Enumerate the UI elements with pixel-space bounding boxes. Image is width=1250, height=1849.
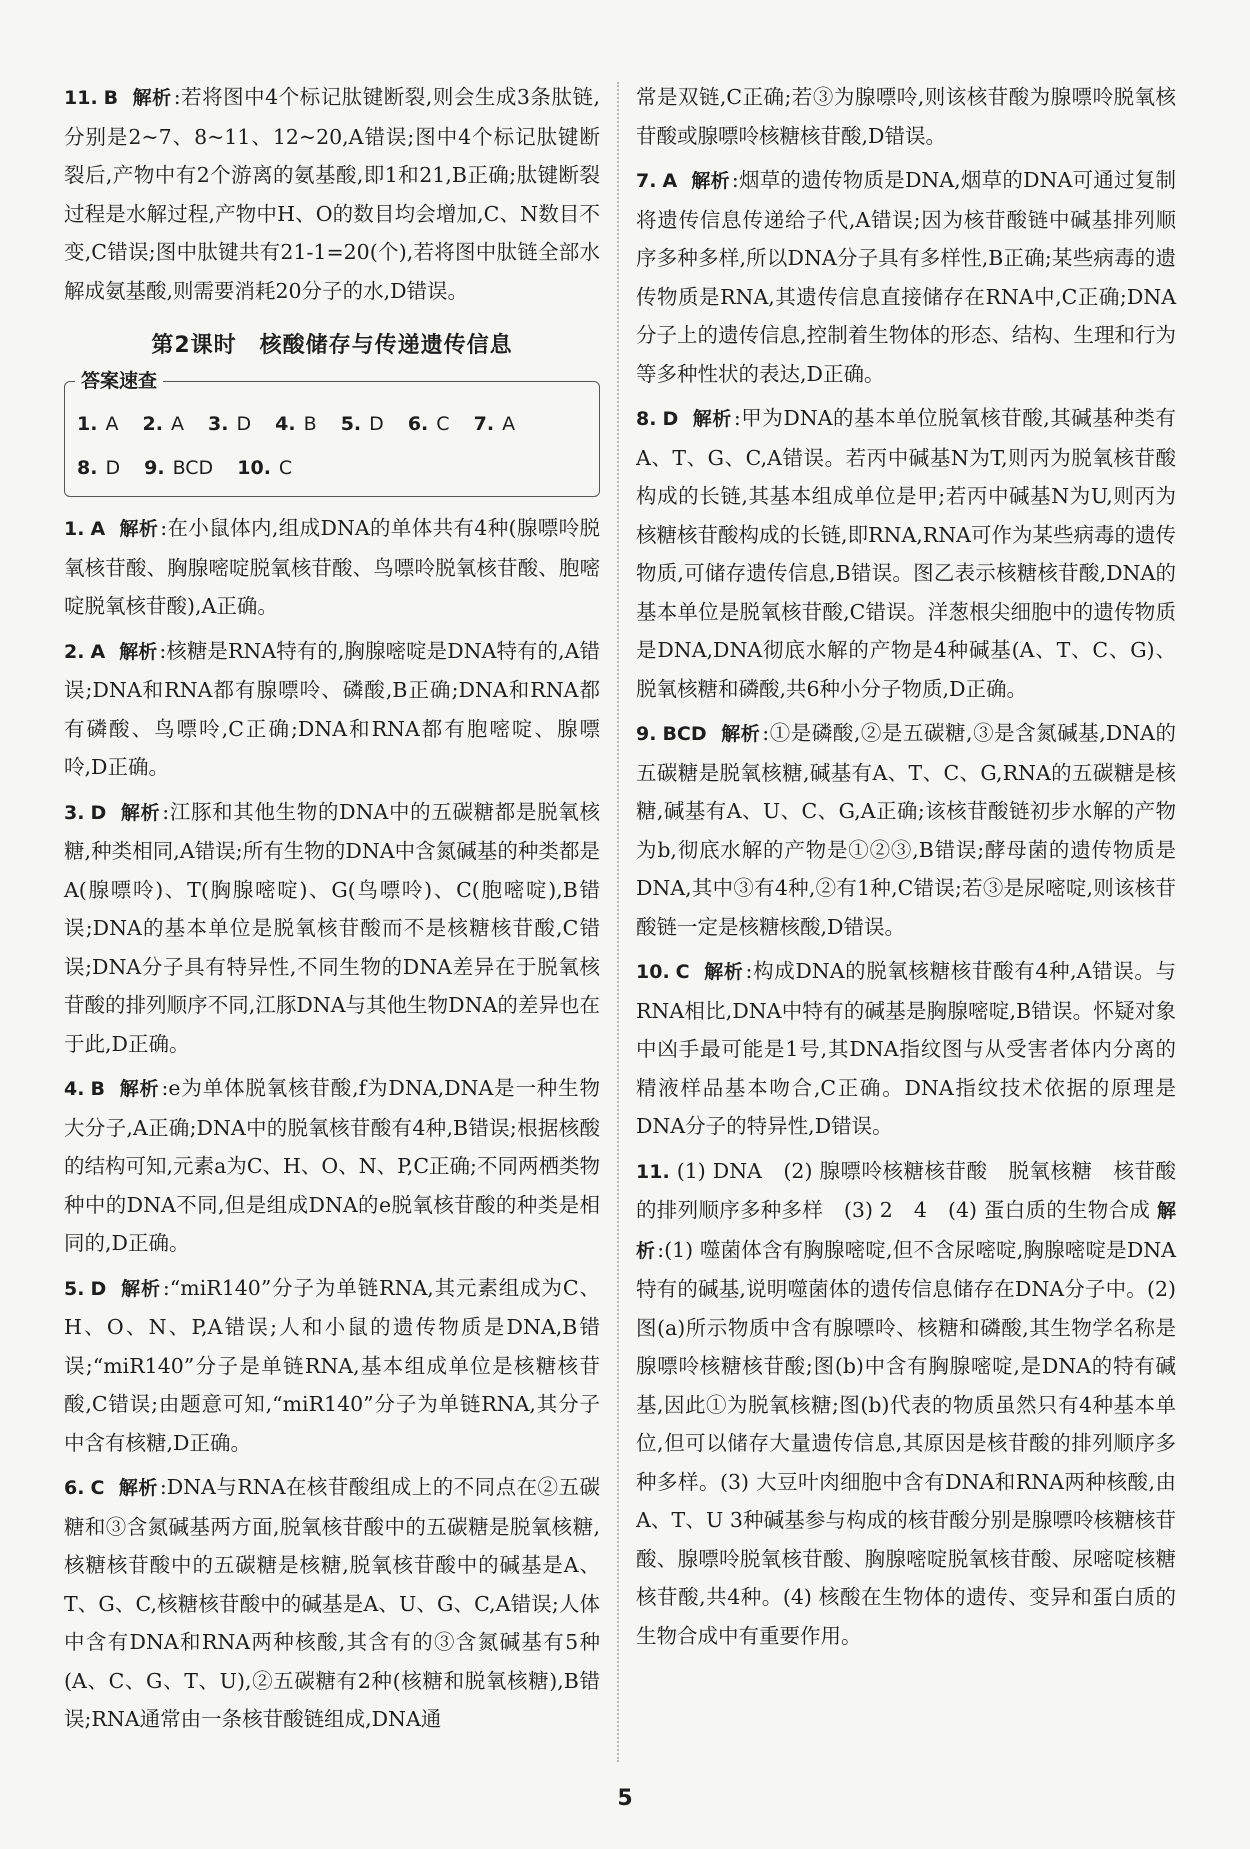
item-number: 3. (64, 801, 85, 824)
item-answer: A (662, 170, 678, 192)
item-number: 11. (64, 87, 98, 109)
quick-answer-item: 9. BCD (144, 457, 214, 479)
analysis-text: :核糖是RNA特有的,胸腺嘧啶是DNA特有的,A错误;DNA和RNA都有腺嘌呤、磷酸,B正确;DNA和RNA都有磷酸、鸟嘌呤,C正确;DNA和RNA都有胞嘧啶、腺嘌呤,D正确。 (64, 638, 600, 779)
analysis-text: :江豚和其他生物的DNA中的五碳糖都是脱氧核糖,种类相同,A错误;所有生物的DNA中含氮碱基的种类都是A(腺嘌呤)、T(胸腺嘧啶)、G(鸟嘌呤)、C(胞嘧啶),B错误;DNA的基本单位是脱氧核苷酸而不是核糖核苷酸,C错误;DNA分子具有特异性,不同生物的DNA差异在于脱氧核苷酸的排列顺序不同,江豚DNA与其他生物DNA的差异也在于此,D正确。 (64, 799, 600, 1056)
analysis-label: 解析 (703, 961, 744, 983)
analysis-text: :e为单体脱氧核苷酸,f为DNA,DNA是一种生物大分子,A正确;DNA中的脱氧核苷酸有4种,B错误;根据核酸的结构可知,元素a为C、H、O、N、P,C正确;不同两栖类物种中的DNA不同,但是组成DNA的e脱氧核苷酸的种类是相同的,D正确。 (64, 1076, 600, 1255)
answer-item-2 (64, 632, 600, 787)
quick-answer-item: 7. A (473, 413, 516, 435)
analysis-text: :(1) 噬菌体含有胸腺嘧啶,但不含尿嘧啶,胸腺嘧啶是DNA特有的碱基,说明噬菌体的遗传信息储存在DNA分子中。(2) 图(a)所示物质中含有腺嘌呤、核糖和磷酸,其生物学名称是腺嘌呤核糖核苷酸;图(b)中含有胸腺嘧啶,是DNA的特有碱基,因此①为脱氧核糖;图(b)代表的物质虽然只有4种基本单位,但可以储存大量遗传信息,其原因是核苷酸的排列顺序多种多样。(3) 大豆叶肉细胞中含有DNA和RNA两种核酸,由A、T、U 3种碱基参与构成的核苷酸分别是腺嘌呤核糖核苷酸、腺嘌呤脱氧核苷酸、胸腺嘧啶脱氧核苷酸、尿嘧啶核糖核苷酸,共4种。(4) 核酸在生物体的遗传、变异和蛋白质的生物合成中有重要作用。 (636, 1237, 1176, 1648)
analysis-text: :甲为DNA的基本单位脱氧核苷酸,其碱基种类有A、T、G、C,A错误。若丙中碱基N为T,则丙为脱氧核苷酸构成的长链,其基本组成单位是甲;若丙中碱基N为U,则丙为核糖核苷酸构成的长链,即RNA,RNA可作为某些病毒的遗传物质,可储存遗传信息,B错误。图乙表示核糖核苷酸,DNA的基本单位是脱氧核苷酸,C错误。洋葱根尖细胞中的遗传物质是DNA,DNA彻底水解的产物是4种碱基(A、T、C、G)、脱氧核糖和磷酸,共6种小分子物质,D正确。 (636, 406, 1176, 701)
analysis-text: :构成DNA的脱氧核糖核苷酸有4种,A错误。与RNA相比,DNA中特有的碱基是胸腺嘧啶,B错误。怀疑对象中凶手最可能是1号,其DNA指纹图与从受害者体内分离的精液样品基本吻合,C正确。DNA指纹技术依据的原理是DNA分子的特异性,D错误。 (636, 959, 1176, 1138)
item-number: 9. (636, 723, 657, 745)
item-answer: D (90, 801, 107, 824)
item-answer: D (662, 408, 679, 430)
analysis-text: :①是磷酸,②是五碳糖,③是含氮碱基,DNA的五碳糖是脱氧核糖,碱基有A、T、C、G,RNA的五碳糖是核糖,碱基有A、U、C、G,A正确;该核苷酸链初步水解的产物为b,彻底水解的产物是①②③,B错误;酵母菌的遗传物质是DNA,其中③有4种,②有1种,C错误;若③是尿嘧啶,则该核苷酸链一定是核糖核酸,D错误。 (636, 721, 1176, 939)
section-title: 第2课时 核酸储存与传递遗传信息 (151, 333, 513, 358)
left-column (64, 78, 600, 1745)
item-number: 11. (636, 1160, 670, 1183)
answer-item-6 (64, 1468, 600, 1739)
analysis-text: :在小鼠体内,组成DNA的单体共有4种(腺嘌呤脱氧核苷酸、胸腺嘧啶脱氧核苷酸、鸟嘌呤脱氧核苷酸、胞嘧啶脱氧核苷酸),A正确。 (64, 516, 600, 618)
analysis-label: 解析 (118, 1078, 160, 1100)
answer-item-11 (636, 1152, 1176, 1656)
item-number: 10. (636, 961, 670, 983)
item-answer: C (675, 961, 690, 983)
analysis-label: 解析 (120, 801, 161, 824)
item-answer: C (90, 1477, 105, 1499)
item-answer: A (90, 640, 106, 663)
item-answer: A (90, 518, 106, 540)
answer-item-10 (636, 952, 1176, 1146)
item-number: 1. (64, 518, 85, 540)
item-number: 7. (636, 170, 657, 192)
analysis-label: 解析 (119, 640, 158, 663)
answer-item-8 (636, 399, 1176, 708)
quick-answer-item: 10. C (237, 457, 293, 479)
answer-item-4 (64, 1069, 600, 1263)
item-number: 2. (64, 640, 85, 663)
analysis-label: 解析 (118, 1477, 158, 1499)
item-number: 6. (64, 1477, 85, 1499)
quick-answer-item: 2. A (142, 413, 184, 435)
answer-item-11-prev (64, 78, 600, 310)
answer-item-5 (64, 1269, 600, 1463)
analysis-text: :若将图中4个标记肽键断裂,则会生成3条肽链,分别是2~7、8~11、12~20,A错误;图中4个标记肽键断裂后,产物中有2个游离的氨基酸,即1和21,B正确;肽键断裂过程是水解过程,产物中H、O的数目均会增加,C、N数目不变,C错误;图中肽键共有21-1=20(个),若将图中肽链全部水解成氨基酸,则需要消耗20分子的水,D错误。 (64, 85, 600, 303)
analysis-label: 解析 (720, 723, 761, 745)
answer-item-7 (636, 161, 1176, 393)
analysis-text: :烟草的遗传物质是DNA,烟草的DNA可通过复制将遗传信息传递给子代,A错误;因为核苷酸链中碱基排列顺序多种多样,所以DNA分子具有多样性,B正确;某些病毒的遗传物质是RNA,其遗传信息直接储存在RNA中,C正确;DNA分子上的遗传信息,控制着生物体的形态、结构、生理和行为等多种性状的表达,D正确。 (636, 168, 1176, 386)
item-answer: B (90, 1078, 105, 1100)
quick-answer-item: 8. D (77, 457, 121, 479)
analysis-label: 解析 (692, 408, 732, 430)
analysis-label: 解析 (119, 518, 159, 540)
quick-answer-title: 答案速查 (75, 366, 163, 396)
quick-answer-item: 4. B (275, 413, 317, 435)
analysis-label: 解析 (691, 170, 730, 192)
item-number: 5. (64, 1277, 85, 1300)
quick-answer-item: 5. D (340, 413, 384, 435)
item-number: 4. (64, 1078, 85, 1100)
analysis-label: 解析 (120, 1277, 161, 1300)
item-answer: BCD (662, 723, 707, 745)
item-number: 8. (636, 408, 657, 430)
quick-answer-item: 1. A (77, 413, 119, 435)
quick-answer-item: 3. D (208, 413, 252, 435)
quick-answer-box (64, 370, 600, 497)
item-answer: (1) DNA (2) 腺嘌呤核糖核苷酸 脱氧核糖 核苷酸的排列顺序多种多样 (3) 2 4 (4) 蛋白质的生物合成 (636, 1158, 1176, 1222)
answer-item-3 (64, 793, 600, 1064)
right-column (636, 78, 1176, 1661)
answer-item-6-continued (636, 78, 1176, 155)
analysis-label: 解析 (636, 1200, 1176, 1262)
analysis-text: :DNA与RNA在核苷酸组成上的不同点在②五碳糖和③含氮碱基两方面,脱氧核苷酸中的五碳糖是脱氧核糖,核糖核苷酸中的五碳糖是核糖,脱氧核苷酸中的碱基是A、T、G、C,核糖核苷酸中的碱基是A、U、G、C,A错误;人体中含有DNA和RNA两种核酸,其含有的③含氮碱基有5种(A、C、G、T、U),②五碳糖有2种(核糖和脱氧核糖),B错误;RNA通常由一条核苷酸链组成,DNA通 (64, 1475, 600, 1731)
analysis-text: :“miR140”分子为单链RNA,其元素组成为C、H、O、N、P,A错误;人和小鼠的遗传物质是DNA,B错误;“miR140”分子是单链RNA,基本组成单位是核糖核苷酸,C错误;由题意可知,“miR140”分子为单链RNA,其分子中含有核糖,D正确。 (64, 1275, 600, 1455)
page-number: 5 (617, 1786, 633, 1811)
answer-item-1 (64, 509, 600, 626)
answer-item-9 (636, 714, 1176, 946)
item-answer: D (90, 1277, 107, 1300)
column-divider (617, 82, 619, 1762)
analysis-text: 常是双链,C正确;若③为腺嘌呤,则该核苷酸为腺嘌呤脱氧核苷酸或腺嘌呤核糖核苷酸,D错误。 (636, 85, 1176, 148)
analysis-label: 解析 (132, 87, 172, 109)
item-answer: B (103, 87, 119, 109)
quick-answer-item: 6. C (407, 413, 450, 435)
